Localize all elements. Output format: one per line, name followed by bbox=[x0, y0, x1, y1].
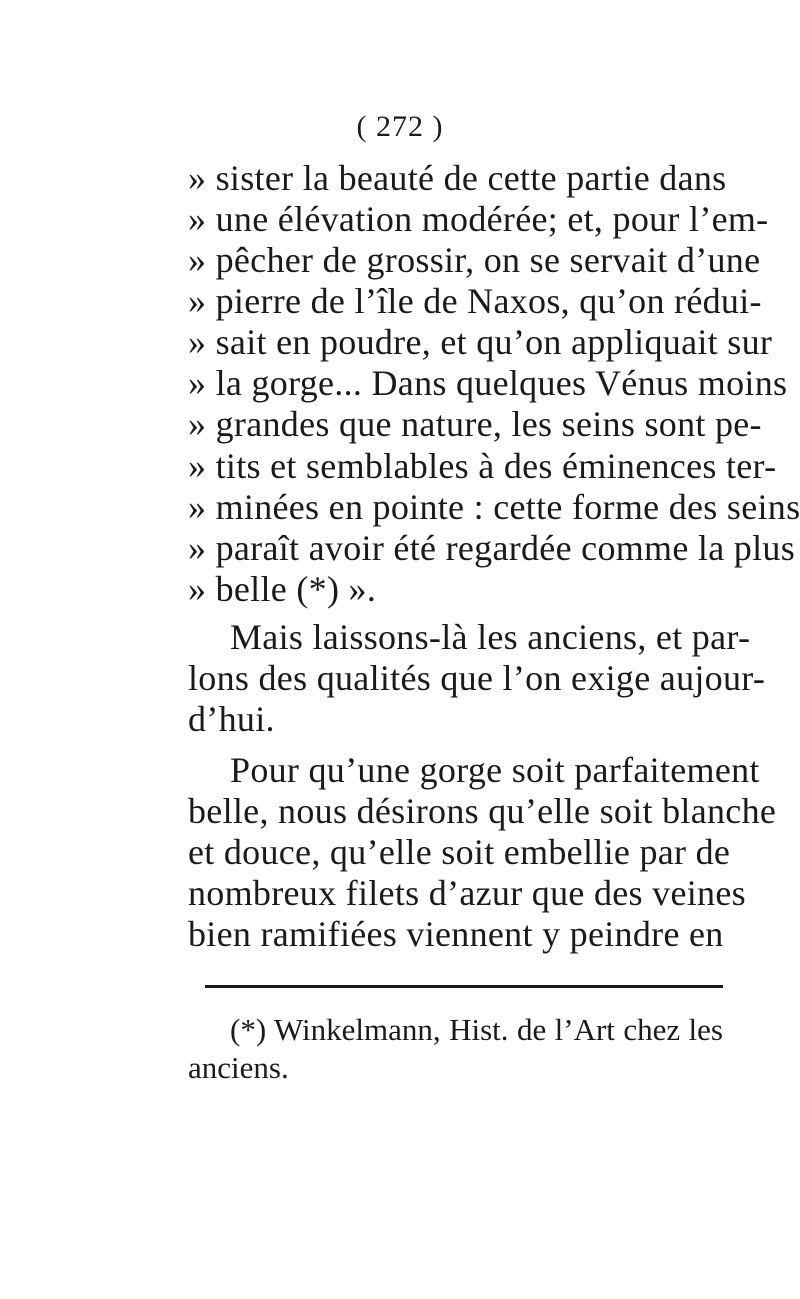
text-line: nombreux filets d’azur que des veines bbox=[188, 873, 746, 913]
footnote-line: anciens. bbox=[188, 1050, 289, 1085]
text-line: » une élévation modérée; et, pour l’em- bbox=[188, 199, 769, 239]
page-number: ( 272 ) bbox=[356, 110, 444, 143]
text-line: » minées en pointe : cette forme des seins bbox=[188, 487, 800, 527]
text-line: » belle (*) ». bbox=[188, 569, 377, 609]
text-line: » sait en poudre, et qu’on appliquait sur bbox=[188, 322, 773, 362]
text-line: » pierre de l’île de Naxos, qu’on rédui- bbox=[188, 281, 762, 321]
text-line: » sister la beauté de cette partie dans bbox=[188, 158, 727, 198]
paragraph-start-line: Mais laissons-là les anciens, et par- bbox=[230, 617, 751, 657]
footnote-line: (*) Winkelmann, Hist. de l’Art chez les bbox=[230, 1012, 723, 1047]
text-line: » tits et semblables à des éminences ter- bbox=[188, 446, 777, 486]
text-line: » paraît avoir été regardée comme la plus bbox=[188, 528, 796, 568]
text-line: belle, nous désirons qu’elle soit blanche bbox=[188, 791, 777, 831]
text-line: » pêcher de grossir, on se servait d’une bbox=[188, 240, 761, 280]
text-line: d’hui. bbox=[188, 699, 275, 739]
text-line: et douce, qu’elle soit embellie par de bbox=[188, 832, 731, 872]
text-line: » la gorge... Dans quelques Vénus moins bbox=[188, 363, 788, 403]
text-line: bien ramifiées viennent y peindre en bbox=[188, 914, 724, 954]
text-line: lons des qualités que l’on exige aujour- bbox=[188, 658, 766, 698]
footnote-rule bbox=[205, 985, 723, 988]
paragraph-start-line: Pour qu’une gorge soit parfaitement bbox=[230, 750, 760, 790]
text-line: » grandes que nature, les seins sont pe- bbox=[188, 404, 762, 444]
